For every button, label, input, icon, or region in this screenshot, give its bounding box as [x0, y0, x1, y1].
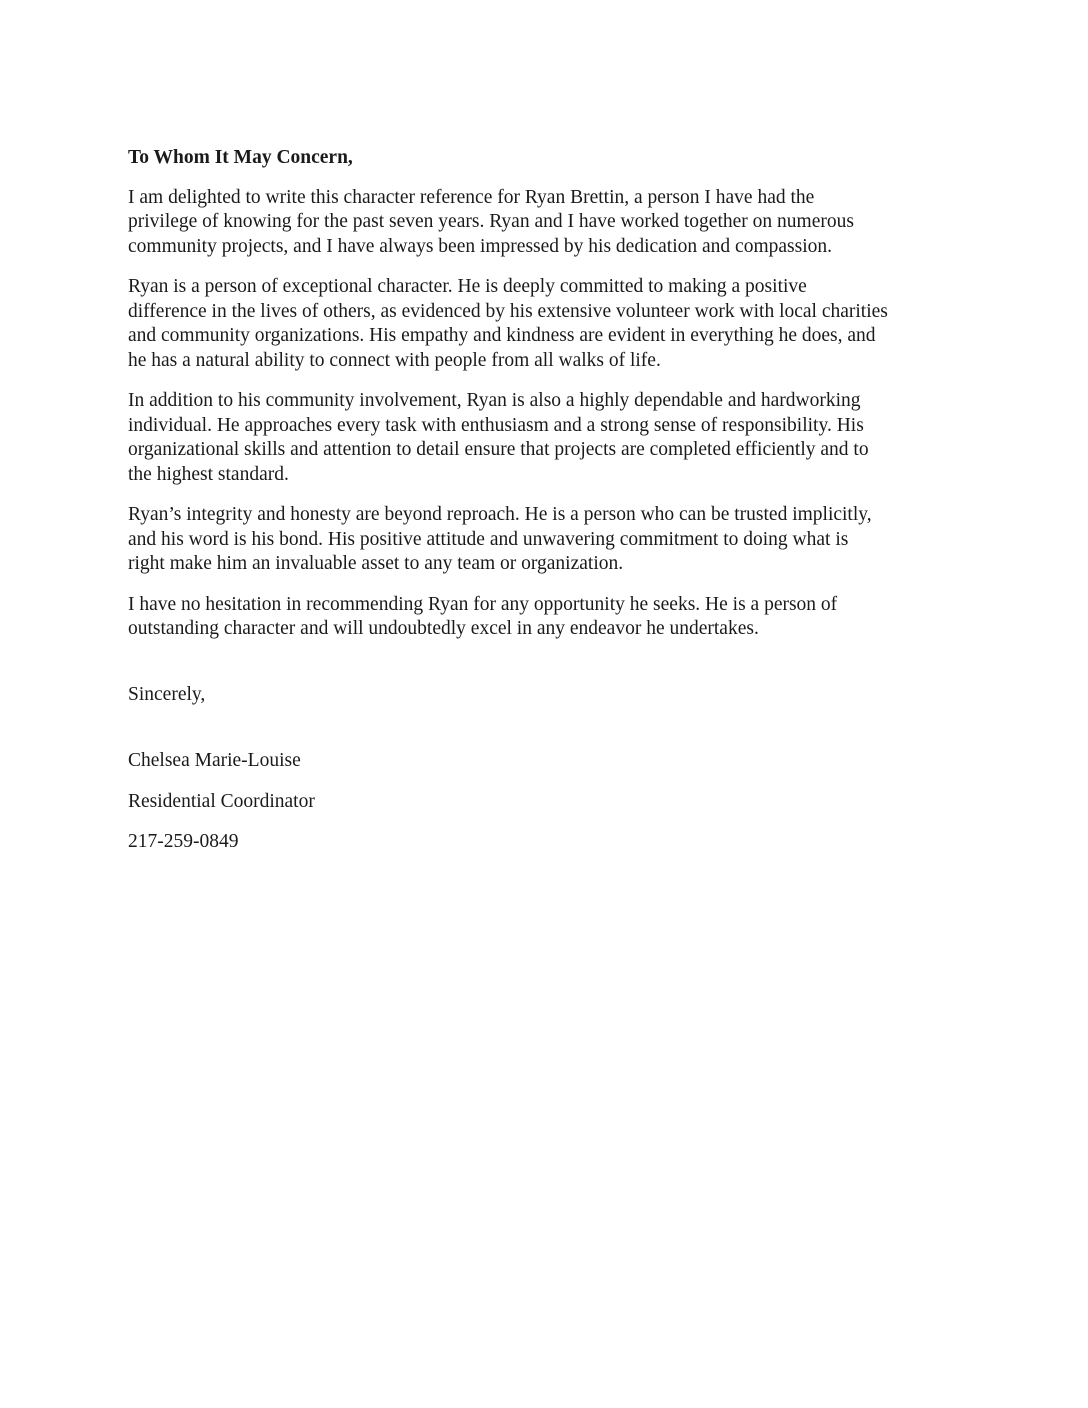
text-line: I have no hesitation in recommending Ryan for any opportunity he seeks. He is a person of	[128, 593, 838, 615]
text-line: Ryan is a person of exceptional character. He is deeply committed to making a positive	[128, 276, 807, 297]
text-line: difference in the lives of others, as evidenced by his extensive volunteer work with local charities	[128, 300, 888, 322]
text-line: individual. He approaches every task with enthusiasm and a strong sense of responsibility. His	[128, 414, 864, 436]
paragraph-1	[128, 186, 968, 260]
text-line: and community organizations. His empathy and kindness are evident in everything he does, and	[128, 325, 876, 346]
signer-title: Residential Coordinator	[128, 790, 315, 812]
paragraph-5	[128, 593, 968, 642]
text-line: outstanding character and will undoubtedly excel in any endeavor he undertakes.	[128, 618, 759, 639]
text-line: privilege of knowing for the past seven years. Ryan and I have worked together on numerous	[128, 211, 854, 232]
text-line: Ryan’s integrity and honesty are beyond reproach. He is a person who can be trusted implicitly,	[128, 504, 872, 525]
text-line: community projects, and I have always been impressed by his dedication and compassion.	[128, 235, 832, 257]
salutation: To Whom It May Concern,	[128, 147, 353, 168]
paragraph-4	[128, 503, 968, 577]
signer-phone: 217-259-0849	[128, 831, 239, 852]
closing: Sincerely,	[128, 684, 206, 705]
paragraph-3	[128, 389, 968, 487]
letter-body	[128, 146, 968, 658]
text-line: In addition to his community involvement, Ryan is also a highly dependable and hardworking	[128, 390, 861, 411]
text-line: I am delighted to write this character reference for Ryan Brettin, a person I have had the	[128, 186, 815, 208]
text-line: right make him an invaluable asset to any team or organization.	[128, 553, 624, 574]
text-line: organizational skills and attention to detail ensure that projects are completed efficiently and to	[128, 439, 869, 460]
signer-name: Chelsea Marie-Louise	[128, 750, 301, 771]
paragraph-2	[128, 275, 968, 373]
text-line: he has a natural ability to connect with people from all walks of life.	[128, 349, 661, 371]
text-line: and his word is his bond. His positive attitude and unwavering commitment to doing what is	[128, 528, 849, 550]
signature-block	[128, 749, 315, 871]
text-line: the highest standard.	[128, 463, 289, 485]
